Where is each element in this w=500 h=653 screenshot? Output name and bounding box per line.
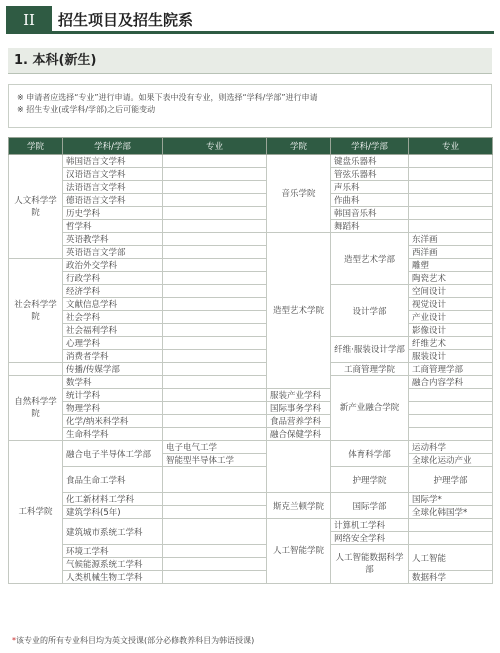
major-cell [163, 181, 267, 194]
dept-cell: 作曲科 [331, 194, 409, 207]
dept-cell: 服装产业学科 [267, 389, 331, 402]
dept-cell: 人类机械生物工学科 [63, 571, 163, 584]
major-cell [409, 428, 493, 441]
table-row [9, 272, 493, 285]
dept-cell: 英语语言文学部 [63, 246, 163, 259]
major-cell: 智能型半导体工学 [163, 454, 267, 467]
major-cell [409, 207, 493, 220]
dept-cell: 国际事务学科 [267, 402, 331, 415]
table-row [9, 506, 493, 519]
table-row [9, 376, 493, 389]
major-cell: 产业设计 [409, 311, 493, 324]
major-cell: 电子电气工学 [163, 441, 267, 454]
dept-cell: 环境工学科 [63, 545, 163, 558]
dept-cell: 物理学科 [63, 402, 163, 415]
table-row [9, 337, 493, 350]
dept-cell: 管弦乐器科 [331, 168, 409, 181]
dept-cell: 韩国语言文学科 [63, 155, 163, 168]
dept-cell: 化工新材料工学科 [63, 493, 163, 506]
table-row [9, 441, 493, 454]
header-major: 专业 [163, 138, 267, 155]
dept-cell: 舞蹈科 [331, 220, 409, 233]
table-row [9, 428, 493, 441]
dept-cell: 德语语言文学科 [63, 194, 163, 207]
table-row [9, 415, 493, 428]
major-cell [163, 428, 267, 441]
dept-cell: 纤维·服装设计学部 [331, 337, 409, 363]
section-title: 1. 本科(新生) [8, 48, 492, 74]
college-cell: 工科学院 [9, 441, 63, 584]
table-row [9, 194, 493, 207]
major-cell [163, 298, 267, 311]
dept-cell: 文献信息学科 [63, 298, 163, 311]
dept-cell: 哲学科 [63, 220, 163, 233]
dept-cell: 法语语言文学科 [63, 181, 163, 194]
footnote-star: * [12, 636, 16, 645]
chapter-number: II [6, 6, 52, 34]
header-college-2: 学院 [267, 138, 331, 155]
major-cell [163, 363, 267, 376]
major-cell [409, 532, 493, 545]
footnote [12, 635, 254, 646]
table-row [9, 363, 493, 376]
dept-cell: 建筑城市系统工学科 [63, 519, 163, 545]
notes-box [8, 84, 492, 128]
major-cell: 纤维艺术 [409, 337, 493, 350]
major-cell [163, 350, 267, 363]
major-cell: 视觉设计 [409, 298, 493, 311]
major-cell [409, 194, 493, 207]
major-cell [163, 389, 267, 402]
major-cell: 空间设计 [409, 285, 493, 298]
major-cell [163, 493, 267, 506]
major-cell [163, 168, 267, 181]
dept-cell: 生命科学科 [63, 428, 163, 441]
dept-cell: 融合内容学科 [409, 376, 493, 389]
dept-cell: 气候能源系统工学科 [63, 558, 163, 571]
major-cell: 东洋画 [409, 233, 493, 246]
dept-cell: 设计学部 [331, 285, 409, 337]
dept-cell: 国际学部 [331, 493, 409, 519]
header-rule [52, 31, 494, 34]
dept-cell: 体育科学部 [331, 441, 409, 467]
major-cell [409, 402, 493, 415]
major-cell [409, 181, 493, 194]
section-header [6, 6, 494, 34]
major-cell [409, 168, 493, 181]
dept-cell: 英语教学科 [63, 233, 163, 246]
header-college: 学院 [9, 138, 63, 155]
dept-cell: 融合电子半导体工学部 [63, 441, 163, 467]
note-2: ※ 招生专业(或学科/学部)之后可能变动 [17, 105, 156, 114]
dept-cell: 韩国音乐科 [331, 207, 409, 220]
dept-cell: 声乐科 [331, 181, 409, 194]
major-cell [163, 272, 267, 285]
header-major-2: 专业 [409, 138, 493, 155]
dept-cell: 食品生命工学科 [63, 467, 163, 493]
college-cell [267, 441, 331, 493]
dept-cell: 造型艺术学部 [331, 233, 409, 285]
programs-table [8, 137, 493, 584]
college-cell: 社会科学学院 [9, 259, 63, 363]
table-header-row [9, 138, 493, 155]
major-cell [163, 467, 267, 493]
dept-cell: 融合保健学科 [267, 428, 331, 441]
major-cell [409, 389, 493, 402]
major-cell [163, 233, 267, 246]
college-cell: 新产业融合学院 [331, 376, 409, 441]
dept-cell: 网络安全学科 [331, 532, 409, 545]
dept-cell: 计算机工学科 [331, 519, 409, 532]
major-cell [163, 337, 267, 350]
dept-cell: 经济学科 [63, 285, 163, 298]
college-cell: 斯克兰顿学院 [267, 493, 331, 519]
major-cell: 雕塑 [409, 259, 493, 272]
college-cell: 人文科学学院 [9, 155, 63, 259]
major-cell [163, 376, 267, 389]
table-row [9, 467, 493, 480]
table-row [9, 207, 493, 220]
table-row [9, 233, 493, 246]
table-row [9, 402, 493, 415]
dept-cell: 数学科 [63, 376, 163, 389]
table-row [9, 389, 493, 402]
major-cell: 数据科学 [409, 571, 493, 584]
dept-cell: 化学/纳米科学科 [63, 415, 163, 428]
college-cell: 自然科学学院 [9, 376, 63, 441]
major-cell [163, 155, 267, 168]
major-cell [163, 246, 267, 259]
dept-cell: 传播/传媒学部 [63, 363, 163, 376]
college-cell: 音乐学院 [267, 155, 331, 233]
college-cell: 护理学院 [331, 467, 409, 493]
table-row [9, 259, 493, 272]
dept-cell: 汉语语言文学科 [63, 168, 163, 181]
table-row [9, 168, 493, 181]
major-cell [163, 402, 267, 415]
header-dept-2: 学科/学部 [331, 138, 409, 155]
dept-cell: 人工智能数据科学部 [331, 545, 409, 584]
note-1: ※ 申请者应选择“专业”进行申请。如果下表中没有专业，则选择“学科/学部”进行申请 [17, 93, 318, 102]
table-row [9, 298, 493, 311]
dept-cell: 消费者学科 [63, 350, 163, 363]
table-row [9, 545, 493, 558]
dept-cell: 工商管理学部 [409, 363, 493, 376]
major-cell [409, 519, 493, 532]
table-row [9, 155, 493, 168]
chapter-title: 招生项目及招生院系 [58, 11, 194, 29]
major-cell: 人工智能 [409, 545, 493, 571]
dept-cell: 社会学科 [63, 311, 163, 324]
college-cell: 工商管理学院 [331, 363, 409, 376]
table-row [9, 246, 493, 259]
table-row [9, 493, 493, 506]
dept-cell: 行政学科 [63, 272, 163, 285]
major-cell [163, 207, 267, 220]
table-row [9, 181, 493, 194]
dept-cell: 食品营养学科 [267, 415, 331, 428]
major-cell [409, 415, 493, 428]
table-row [9, 285, 493, 298]
major-cell [409, 220, 493, 233]
college-cell [9, 363, 63, 376]
major-cell [163, 285, 267, 298]
dept-cell: 键盘乐器科 [331, 155, 409, 168]
college-cell: 人工智能学院 [267, 519, 331, 584]
major-cell [163, 311, 267, 324]
major-cell [163, 194, 267, 207]
major-cell: 全球化运动产业 [409, 454, 493, 467]
major-cell [163, 324, 267, 337]
major-cell [163, 571, 267, 584]
major-cell [163, 415, 267, 428]
major-cell: 陶瓷艺术 [409, 272, 493, 285]
college-cell: 造型艺术学院 [267, 233, 331, 389]
table-row [9, 324, 493, 337]
dept-cell: 建筑学科(5年) [63, 506, 163, 519]
major-cell [163, 519, 267, 545]
major-cell [163, 558, 267, 571]
dept-cell: 社会福利学科 [63, 324, 163, 337]
major-cell: 西洋画 [409, 246, 493, 259]
table-row [9, 220, 493, 233]
footnote-text: 该专业的所有专业科目均为英文授课(部分必修教养科目为韩语授课) [16, 636, 255, 645]
major-cell [163, 545, 267, 558]
major-cell: 全球化韩国学* [409, 506, 493, 519]
table-row [9, 350, 493, 363]
dept-cell: 政治外交学科 [63, 259, 163, 272]
table-row [9, 311, 493, 324]
major-cell [409, 155, 493, 168]
major-cell [163, 506, 267, 519]
dept-cell: 历史学科 [63, 207, 163, 220]
major-cell: 服装设计 [409, 350, 493, 363]
dept-cell: 心理学科 [63, 337, 163, 350]
major-cell: 国际学* [409, 493, 493, 506]
dept-cell: 护理学部 [409, 467, 493, 493]
major-cell: 运动科学 [409, 441, 493, 454]
major-cell [163, 220, 267, 233]
header-dept: 学科/学部 [63, 138, 163, 155]
major-cell [163, 259, 267, 272]
major-cell: 影像设计 [409, 324, 493, 337]
dept-cell: 统计学科 [63, 389, 163, 402]
